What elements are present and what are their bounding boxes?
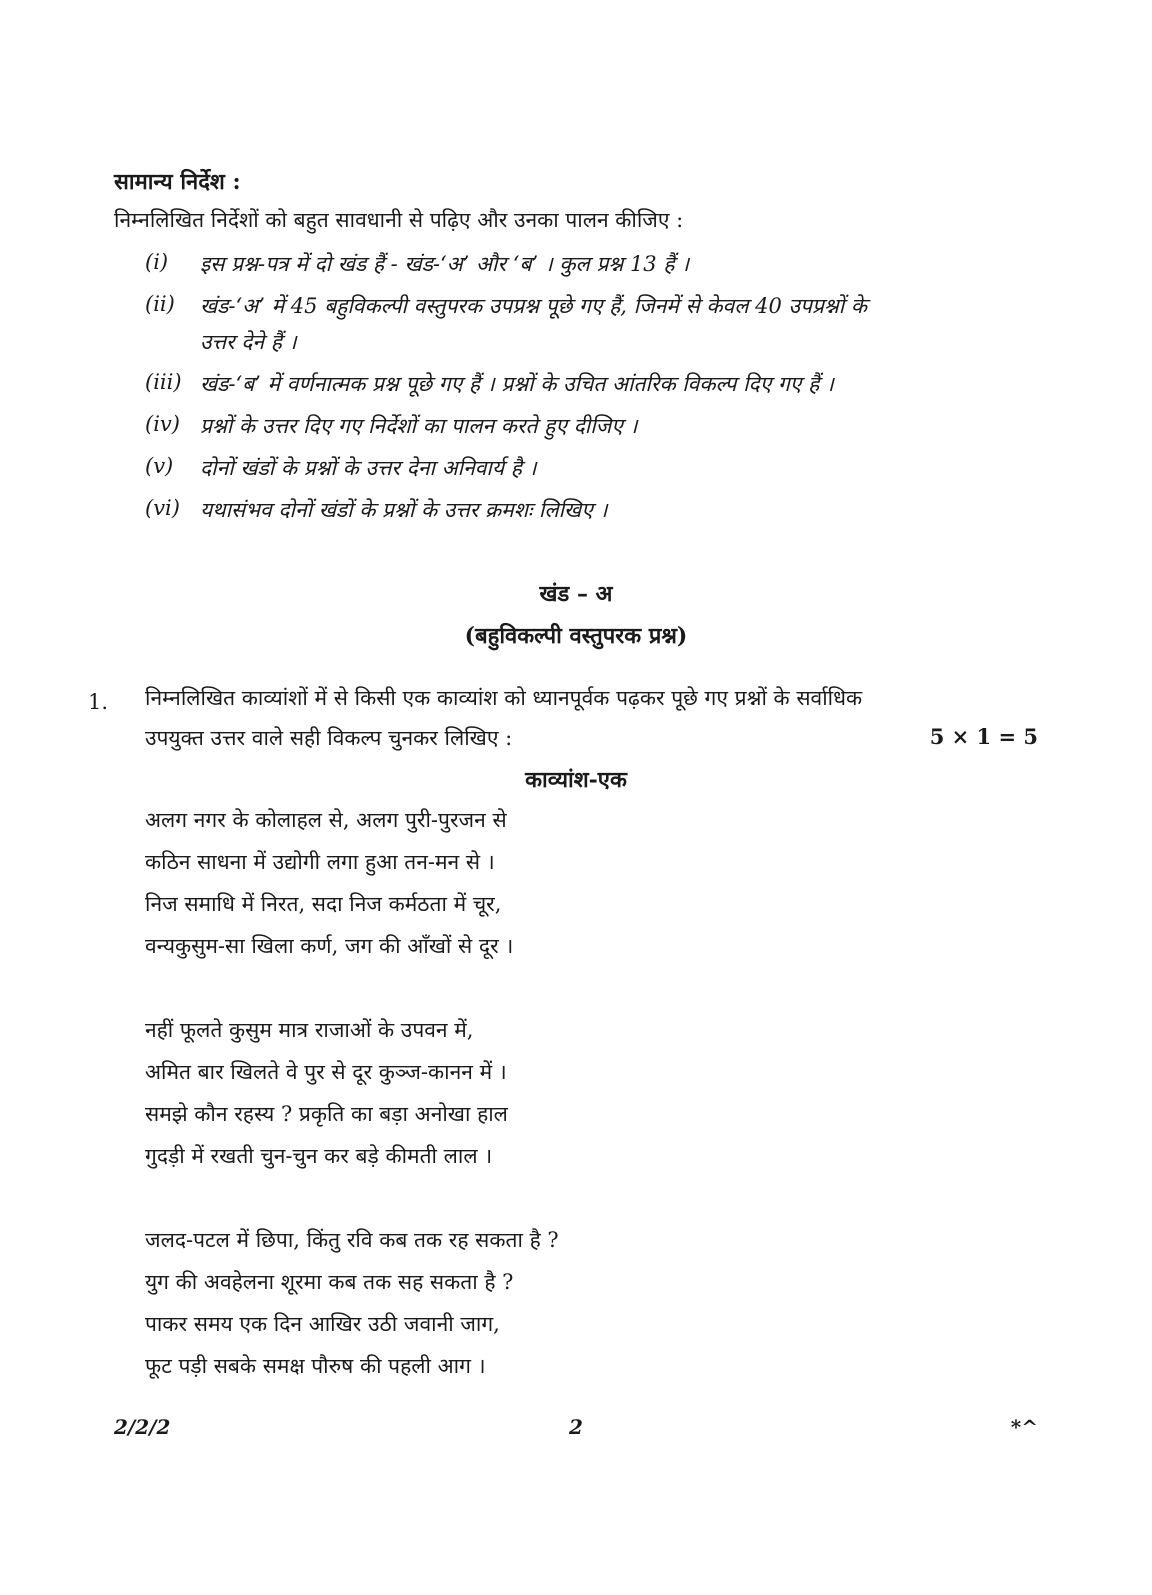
- poem-line: फूट पड़ी सबके समक्ष पौरुष की पहली आग ।: [145, 1354, 486, 1378]
- instruction-text: इस प्रश्न-पत्र में दो खंड हैं - खंड-‘अ’ और ‘ब’ । कुल प्रश्न 13 हैं ।: [200, 252, 690, 276]
- instruction-text: खंड-‘अ’ में 45 बहुविकल्पी वस्तुपरक उपप्रश्न पूछे गए हैं, जिनमें से केवल 40 उपप्रश्नों के: [200, 294, 867, 318]
- question-number: 1.: [88, 690, 109, 714]
- poem-line: गुदड़ी में रखती चुन-चुन कर बड़े कीमती लाल ।: [145, 1144, 493, 1168]
- footer-mark: *^: [1010, 1415, 1038, 1439]
- instruction-number: (ii): [145, 292, 175, 316]
- poem-line: अलग नगर के कोलाहल से, अलग पुरी-पुरजन से: [145, 808, 507, 832]
- instruction-number: (iv): [145, 412, 180, 436]
- instruction-number: (vi): [145, 496, 180, 520]
- instruction-number: (iii): [145, 370, 182, 394]
- page-number: 2: [569, 1415, 583, 1439]
- question-text: निम्नलिखित काव्यांशों में से किसी एक काव्यांश को ध्यानपूर्वक पढ़कर पूछे गए प्रश्नों के सर्वाधिक: [145, 686, 863, 710]
- poem-line: अमित बार खिलते वे पुर से दूर कुञ्ज-कानन में ।: [145, 1060, 507, 1084]
- poem-line: जलद-पटल में छिपा, किंतु रवि कब तक रह सकता है ?: [145, 1228, 559, 1252]
- instruction-number: (v): [145, 454, 174, 478]
- instruction-text-continued: उत्तर देने हैं ।: [200, 330, 297, 354]
- poem-line: पाकर समय एक दिन आखिर उठी जवानी जाग,: [145, 1312, 500, 1336]
- question-marks: 5 × 1 = 5: [929, 724, 1038, 749]
- poem-line: समझे कौन रहस्य ? प्रकृति का बड़ा अनोखा हाल: [145, 1102, 508, 1126]
- instruction-number: (i): [145, 250, 169, 274]
- question-text-continued: उपयुक्त उत्तर वाले सही विकल्प चुनकर लिखिए :: [145, 726, 513, 750]
- instruction-text: दोनों खंडों के प्रश्नों के उत्तर देना अनिवार्य है ।: [200, 456, 537, 480]
- section-subtitle: (बहुविकल्पी वस्तुपरक प्रश्न): [464, 623, 688, 649]
- poem-line: निज समाधि में निरत, सदा निज कर्मठता में चूर,: [145, 892, 502, 916]
- instruction-text: यथासंभव दोनों खंडों के प्रश्नों के उत्तर क्रमशः लिखिए ।: [200, 498, 608, 522]
- instruction-text: प्रश्नों के उत्तर दिए गए निर्देशों का पालन करते हुए दीजिए ।: [200, 414, 638, 438]
- poem-line: कठिन साधना में उद्योगी लगा हुआ तन-मन से ।: [145, 850, 495, 874]
- general-instructions-intro: निम्नलिखित निर्देशों को बहुत सावधानी से पढ़िए और उनका पालन कीजिए :: [114, 208, 684, 232]
- instruction-text: खंड-‘ब’ में वर्णनात्मक प्रश्न पूछे गए हैं । प्रश्नों के उचित आंतरिक विकल्प दिए गए हैं ।: [200, 372, 834, 396]
- passage-title: काव्यांश-एक: [525, 767, 627, 793]
- poem-line: युग की अवहेलना शूरमा कब तक सह सकता है ?: [145, 1270, 514, 1294]
- section-title: खंड – अ: [539, 581, 613, 607]
- general-instructions-heading: सामान्य निर्देश :: [114, 169, 241, 195]
- poem-line: नहीं फूलते कुसुम मात्र राजाओं के उपवन में,: [145, 1018, 474, 1042]
- poem-line: वन्यकुसुम-सा खिला कर्ण, जग की आँखों से दूर ।: [145, 934, 514, 958]
- paper-code: 2/2/2: [114, 1415, 171, 1439]
